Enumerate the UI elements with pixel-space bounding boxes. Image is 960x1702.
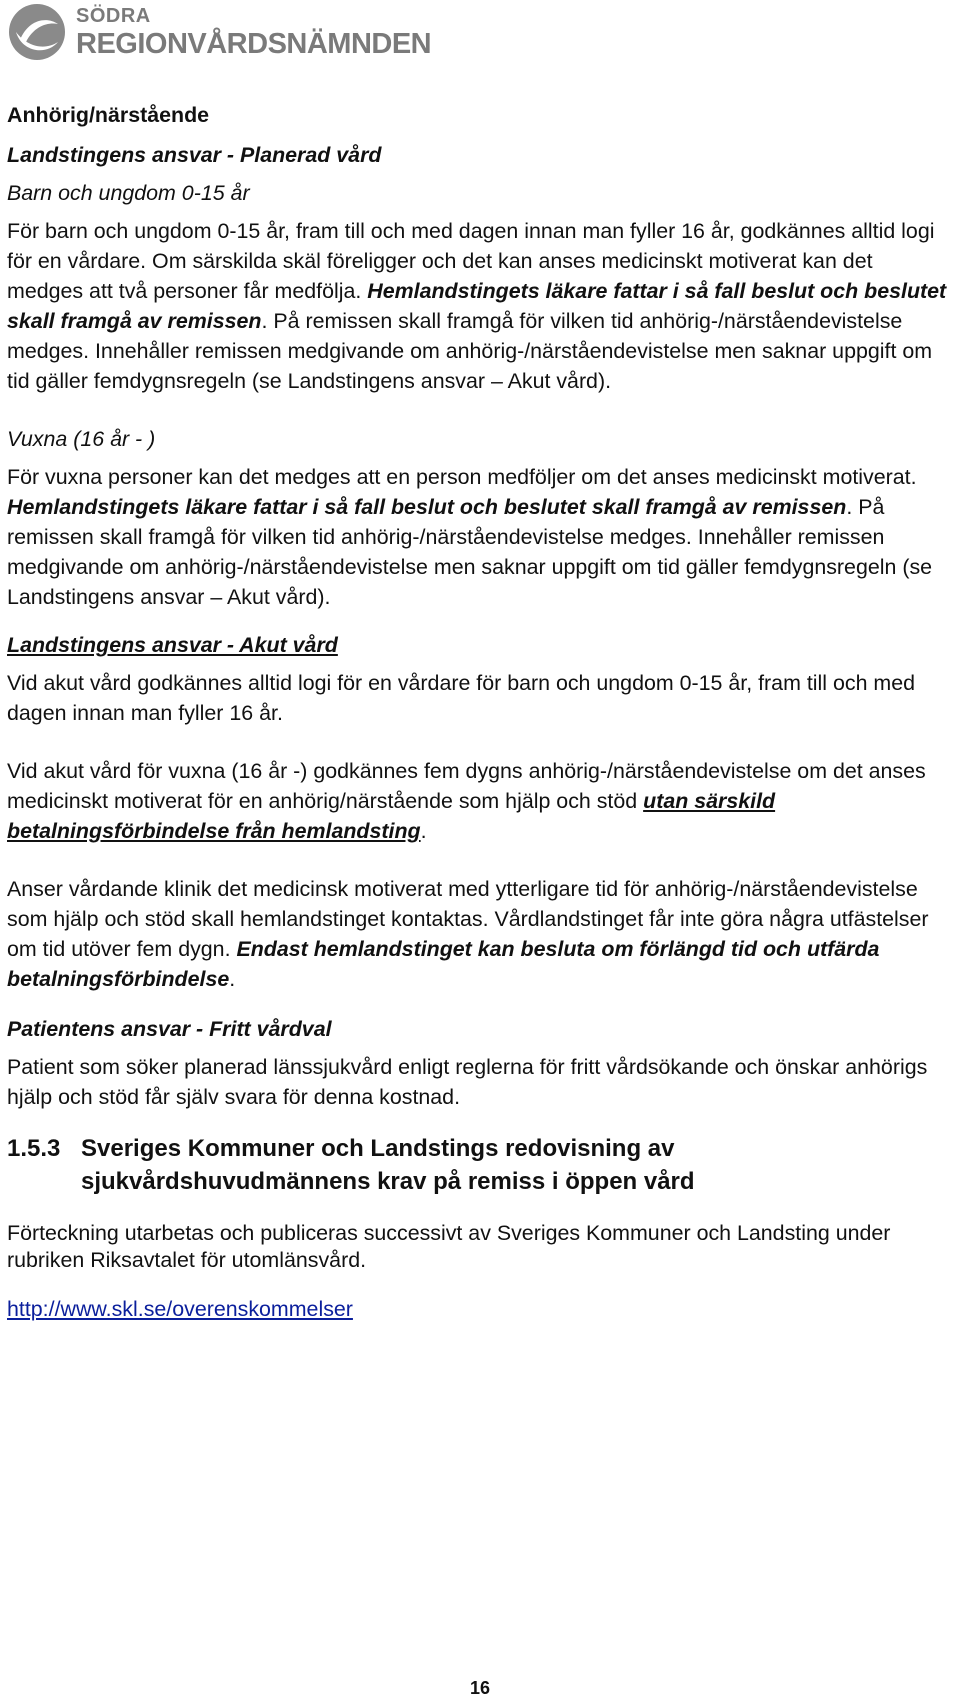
logo-line1: SÖDRA xyxy=(76,4,151,27)
paragraph-forlangning-emphasis: Endast hemlandstinget kan besluta om förlängd tid och utfärda betalningsförbindelse xyxy=(7,937,880,991)
skl-link[interactable]: http://www.skl.se/overenskommelser xyxy=(7,1297,353,1321)
logo-line2: REGIONVÅRDSNÄMNDEN xyxy=(76,27,432,60)
paragraph-forlangning-text: Anser vårdande klinik det medicinsk motiverat med ytterligare tid för anhörig-/närståendevistelse som hjälp och stöd skall hemlandstinget kontaktas. Vårdlandstinget får inte göra några utfästelser om tid utöver fem dygn. xyxy=(7,877,929,961)
heading-anhorig: Anhörig/närstående xyxy=(7,103,210,127)
paragraph-akut-vuxna-end: . xyxy=(420,819,427,843)
paragraph-forteckning: Förteckning utarbetas och publiceras successivt av Sveriges Kommuner och Landsting under rubriken Riksavtalet för utomlänsvård. xyxy=(7,1221,891,1272)
link-paragraph xyxy=(7,1294,947,1324)
section-title: Sveriges Kommuner och Landstings redovisning av sjukvårdshuvudmännens krav på remiss i öppen vård xyxy=(81,1135,695,1195)
section-heading-1-5-3 xyxy=(7,1132,947,1198)
paragraph-fritt-vardval: Patient som söker planerad länssjukvård enligt reglerna för fritt vårdsökande och önskar anhörigs hjälp och stöd får själv svara för denna kostnad. xyxy=(7,1055,928,1109)
document-body xyxy=(7,100,947,1324)
heading-vuxna: Vuxna (16 år - ) xyxy=(7,427,156,451)
paragraph-vuxna xyxy=(7,462,947,612)
paragraph-barn-text: För barn och ungdom 0-15 år, fram till och med dagen innan man fyller 16 år, godkännes alltid logi för en vårdare. Om särskilda skäl föreligger och det kan anses medicinskt motiverat kan det medges att två personer får medfölja. xyxy=(7,219,935,303)
heading-akut-vard: Landstingens ansvar - Akut vård xyxy=(7,633,338,657)
paragraph-vuxna-emphasis: Hemlandstingets läkare fattar i så fall beslut och beslutet skall framgå av remissen xyxy=(7,495,847,519)
regional-emblem-icon xyxy=(6,2,68,62)
heading-planerad-vard: Landstingens ansvar - Planerad vård xyxy=(7,143,382,167)
paragraph-akut-vuxna-emphasis: utan särskild betalningsförbindelse från hemlandsting xyxy=(7,789,776,843)
paragraph-akut-barn: Vid akut vård godkännes alltid logi för en vårdare för barn och ungdom 0-15 år, fram till och med dagen innan man fyller 16 år. xyxy=(7,671,916,725)
paragraph-forlangning xyxy=(7,874,947,994)
logo xyxy=(6,2,431,62)
section-number: 1.5.3 xyxy=(7,1135,61,1162)
paragraph-barn-text-end: . På remissen skall framgå för vilken tid anhörig-/närståendevistelse medges. Innehåller remissen medgivande om anhörig-/närståendevistelse men saknar uppgift om tid gäller femdygnsregeln (se Landstingens ansvar – Akut vård). xyxy=(7,309,933,393)
paragraph-vuxna-text-end: . På remissen skall framgå för vilken tid anhörig-/närståendevistelse medges. Innehåller remissen medgivande om anhörig-/närståendevistelse men saknar uppgift om tid gäller femdygnsregeln (se Landstingens ansvar – Akut vård). xyxy=(7,495,933,609)
paragraph-vuxna-text: För vuxna personer kan det medges att en person medföljer om det anses medicinskt motiverat. xyxy=(7,465,917,489)
logo-text xyxy=(76,6,431,59)
page-number: 16 xyxy=(469,1678,491,1698)
heading-fritt-vardval: Patientens ansvar - Fritt vårdval xyxy=(7,1017,332,1041)
paragraph-barn xyxy=(7,216,947,396)
heading-barn: Barn och ungdom 0-15 år xyxy=(7,181,250,205)
paragraph-akut-vuxna-text: Vid akut vård för vuxna (16 år -) godkännes fem dygns anhörig-/närståendevistelse om det anses medicinskt motiverat för en anhörig/närstående som hjälp och stöd xyxy=(7,759,926,813)
paragraph-forlangning-end: . xyxy=(229,967,236,991)
paragraph-akut-vuxna xyxy=(7,756,947,846)
paragraph-barn-emphasis: Hemlandstingets läkare fattar i så fall beslut och beslutet skall framgå av remissen xyxy=(7,279,947,333)
